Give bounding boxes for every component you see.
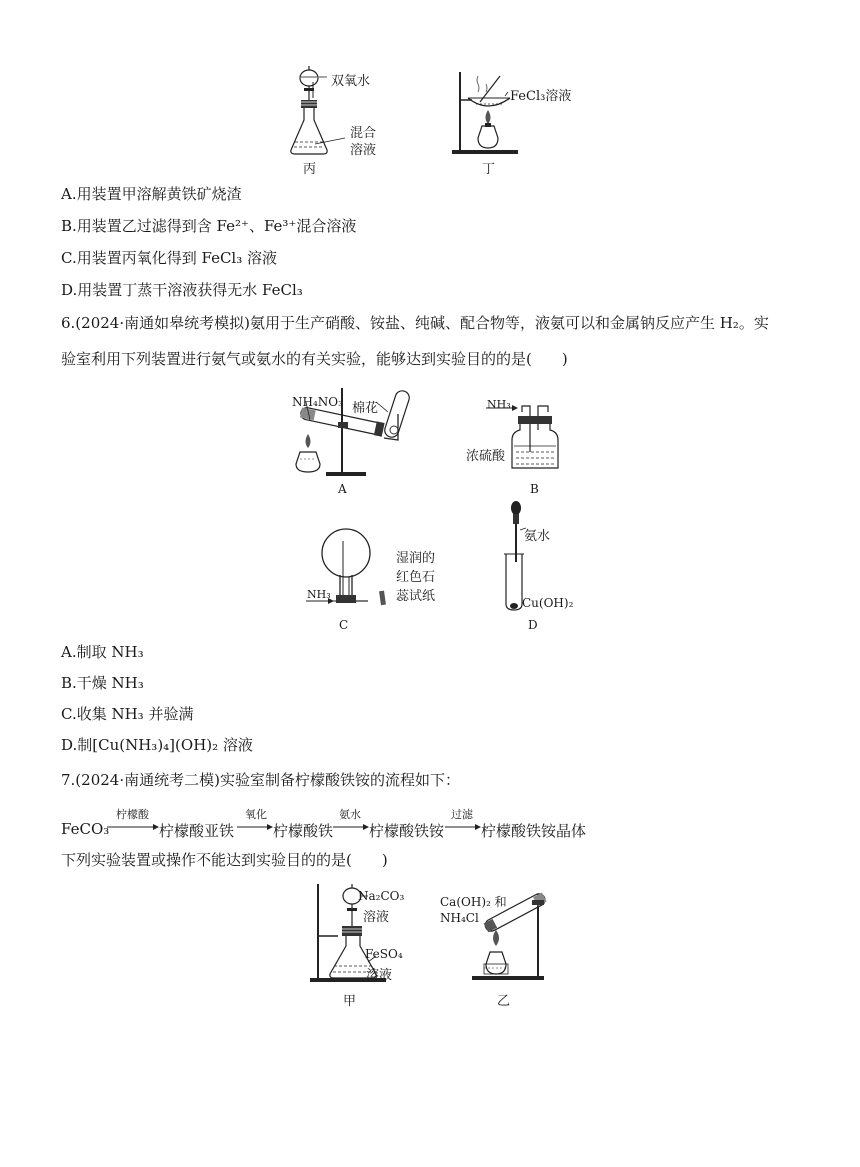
q6-option-d: D.制[Cu(NH₃)₄](OH)₂ 溶液	[61, 736, 253, 754]
q6d-label-ammonia: 氨水	[524, 529, 551, 544]
q6c-label-paper1: 湿润的	[396, 551, 436, 566]
yi-caption: 乙	[497, 994, 511, 1009]
yi-label-nh4cl: NH₄Cl	[440, 911, 479, 925]
q6c-label-paper2: 红色石	[396, 570, 436, 585]
q6a-caption: A	[338, 482, 347, 496]
ding-caption: 丁	[482, 162, 496, 177]
flow-arrow-label-2: 氧化	[245, 808, 267, 821]
jia-label-na2co3-sol: 溶液	[363, 910, 390, 925]
q6-option-c: C.收集 NH₃ 并验满	[61, 705, 194, 723]
q6b-label-acid: 浓硫酸	[466, 449, 506, 464]
flow-product-1: 柠檬酸亚铁	[159, 822, 235, 840]
flow-arrow-2	[237, 822, 273, 832]
q5-option-a: A.用装置甲溶解黄铁矿烧渣	[61, 185, 242, 203]
q6-option-a: A.制取 NH₃	[61, 643, 144, 661]
q6b-caption: B	[530, 482, 539, 496]
flow-arrow-label-1: 柠檬酸	[116, 808, 149, 821]
q6-stem-line1: 6.(2024·南通如皋统考模拟)氨用于生产硝酸、铵盐、纯碱、配合物等，液氨可以和金属钠反应产生 H₂。实	[61, 314, 769, 332]
ding-label-fecl3: FeCl₃溶液	[510, 89, 572, 104]
q6d-caption: D	[528, 618, 538, 632]
q5-option-c: C.用装置丙氧化得到 FeCl₃ 溶液	[61, 249, 277, 267]
figure-ding	[450, 68, 530, 158]
flow-product-4: 柠檬酸铁铵晶体	[481, 822, 587, 840]
q6c-label-gas: NH₃	[307, 588, 331, 601]
q6a-label-cotton: 棉花	[352, 401, 379, 416]
q7-stem: 7.(2024·南通统考二模)实验室制备柠檬酸铁铵的流程如下：	[61, 771, 460, 789]
q5-option-b: B.用装置乙过滤得到含 Fe²⁺、Fe³⁺混合溶液	[61, 217, 357, 235]
flow-arrow-label-4: 过滤	[451, 808, 473, 821]
yi-label-caoh2: Ca(OH)₂ 和	[440, 895, 507, 909]
flow-arrow-label-3: 氨水	[339, 808, 361, 821]
q6a-label-reagent: NH₄NO₃	[292, 395, 343, 409]
q6-option-b: B.干燥 NH₃	[61, 674, 144, 692]
flow-product-2: 柠檬酸铁	[273, 822, 334, 840]
bing-label-solution: 溶液	[350, 143, 377, 158]
jia-label-feso4: FeSO₄	[365, 947, 403, 961]
q6-stem-line2: 验室利用下列装置进行氨气或氨水的有关实验，能够达到实验目的的是( )	[61, 350, 568, 368]
q6c-label-paper3: 蕊试纸	[396, 589, 436, 604]
jia-label-feso4-sol: 溶液	[366, 968, 393, 983]
q7-flow	[61, 806, 621, 840]
jia-label-na2co3: Na₂CO₃	[358, 889, 405, 903]
jia-caption: 甲	[343, 994, 357, 1009]
bing-label-mixed: 混合	[350, 126, 377, 141]
flow-product-3: 柠檬酸铁铵	[369, 822, 445, 840]
q6c-caption: C	[339, 618, 349, 632]
q7-question: 下列实验装置或操作不能达到实验目的的是( )	[61, 851, 388, 869]
flow-arrow-3	[333, 822, 369, 832]
q6b-label-gas: NH₃	[487, 398, 511, 411]
bing-caption: 丙	[303, 162, 317, 177]
flow-arrow-1	[107, 822, 159, 832]
bing-label-h2o2: 双氧水	[331, 74, 371, 89]
flow-arrow-4	[445, 822, 481, 832]
q5-option-d: D.用装置丁蒸干溶液获得无水 FeCl₃	[61, 281, 303, 299]
q6d-label-solid: Cu(OH)₂	[522, 596, 574, 610]
flow-start: FeCO₃	[61, 820, 110, 838]
